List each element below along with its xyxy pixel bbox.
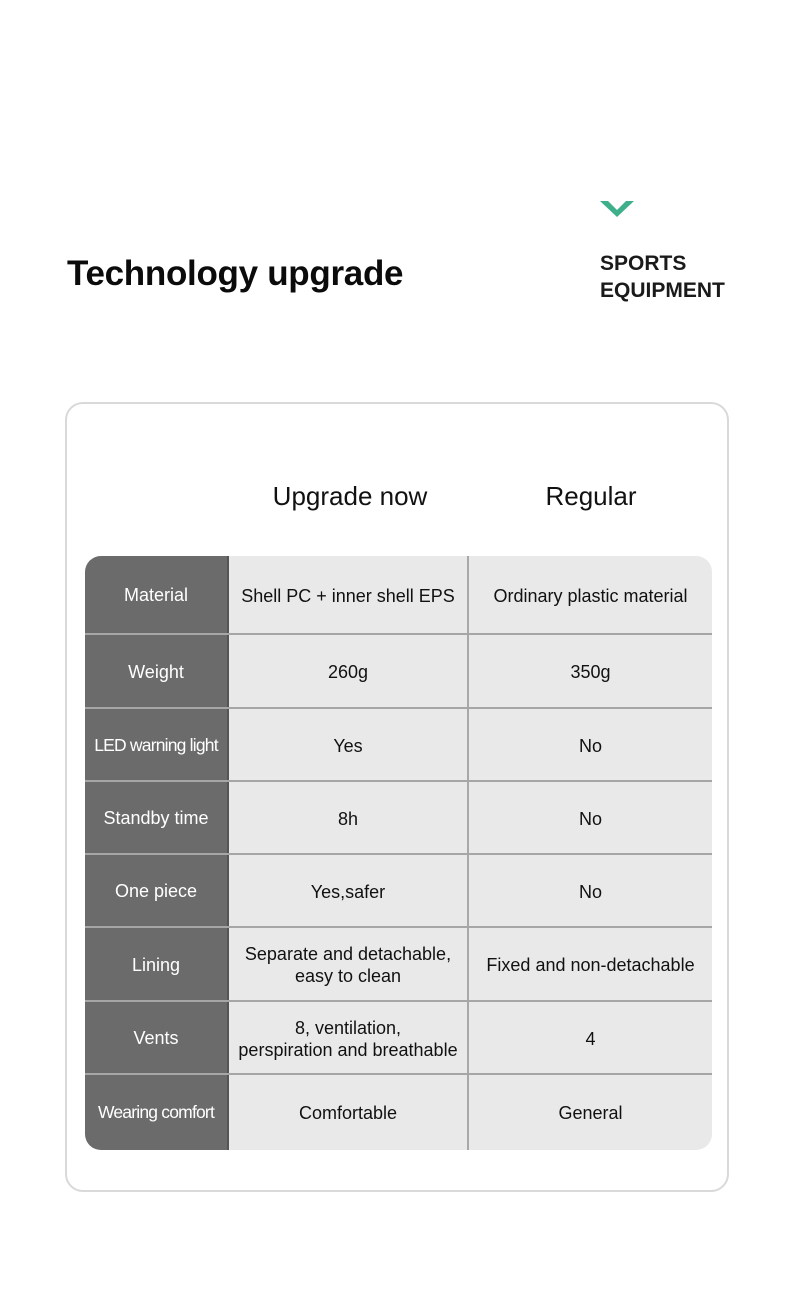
row-label: LED warning light bbox=[85, 709, 229, 782]
table-row bbox=[85, 855, 712, 928]
regular-cell: No bbox=[578, 808, 602, 829]
brand-name bbox=[600, 250, 725, 304]
regular-cell: No bbox=[578, 881, 602, 902]
upgrade-cell: Comfortable bbox=[229, 1075, 469, 1150]
table-row bbox=[85, 556, 712, 635]
regular-cell: General bbox=[558, 1102, 623, 1123]
regular-cell: Ordinary plastic material bbox=[493, 585, 688, 606]
upgrade-cell: Separate and detachable, easy to clean bbox=[229, 928, 469, 1002]
table-row bbox=[85, 782, 712, 855]
page-title: Technology upgrade bbox=[67, 254, 404, 293]
row-label: Vents bbox=[85, 1002, 229, 1075]
table-row bbox=[85, 1075, 712, 1150]
row-label: Wearing comfort bbox=[85, 1075, 229, 1150]
upgrade-cell: 260g bbox=[229, 635, 469, 709]
upgrade-cell: Yes,safer bbox=[229, 855, 469, 928]
table-row bbox=[85, 709, 712, 782]
upgrade-cell: Yes bbox=[229, 709, 469, 782]
row-label: One piece bbox=[85, 855, 229, 928]
row-label: Weight bbox=[85, 635, 229, 709]
upgrade-cell: Shell PC + inner shell EPS bbox=[229, 556, 469, 635]
table-row bbox=[85, 635, 712, 709]
comparison-table bbox=[85, 556, 712, 1150]
row-label: Material bbox=[85, 556, 229, 635]
row-label: Lining bbox=[85, 928, 229, 1002]
regular-cell: 4 bbox=[585, 1028, 596, 1049]
column-header-upgrade: Upgrade now bbox=[272, 481, 428, 511]
column-header-regular: Regular bbox=[545, 481, 637, 511]
regular-cell: Fixed and non-detachable bbox=[486, 955, 695, 975]
regular-cell: No bbox=[578, 735, 602, 756]
upgrade-cell: 8, ventilation, perspiration and breathable bbox=[229, 1002, 469, 1075]
table-row bbox=[85, 928, 712, 1002]
upgrade-cell: 8h bbox=[229, 782, 469, 855]
row-label: Standby time bbox=[85, 782, 229, 855]
chevron-down-icon bbox=[600, 199, 634, 219]
regular-cell: 350g bbox=[570, 662, 611, 682]
table-row bbox=[85, 1002, 712, 1075]
brand-line-1: SPORTS bbox=[600, 252, 687, 275]
brand-line-2: EQUIPMENT bbox=[600, 279, 725, 302]
